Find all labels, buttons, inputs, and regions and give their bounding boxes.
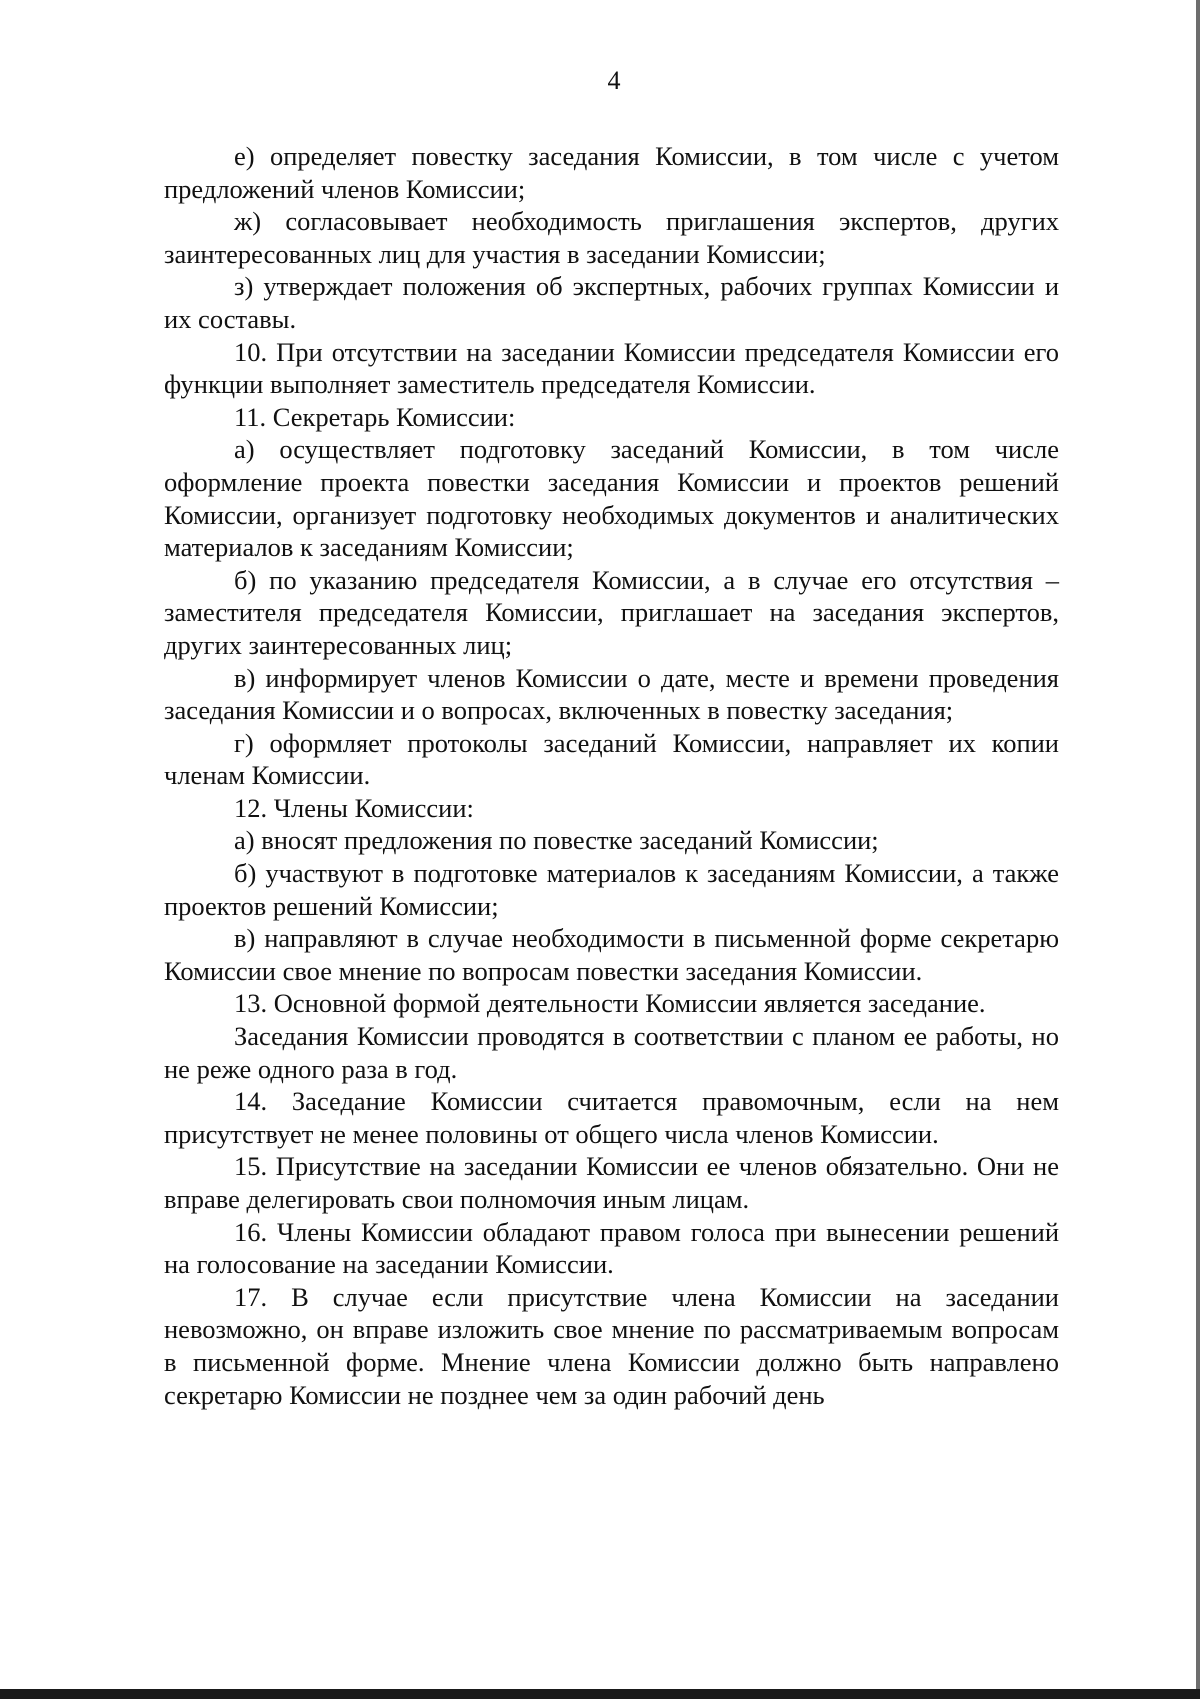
paragraph-11: 11. Секретарь Комиссии: xyxy=(234,401,516,432)
paragraph-11b: б) по указанию председателя Комиссии, а в случае его отсутствия – заместителя председателя Комиссии, приглашает на заседания экспертов, других заинтересованных лиц; xyxy=(164,564,1059,660)
paragraph-16: 16. Члены Комиссии обладают правом голоса при вынесении решений на голосование на заседании Комиссии. xyxy=(164,1216,1059,1280)
paragraph-12b: б) участвуют в подготовке материалов к заседаниям Комиссии, а также проектов решений Комиссии; xyxy=(164,858,1059,921)
paragraph-9zh: ж) согласовывает необходимость приглашения экспертов, других заинтересованных лиц для участия в заседании Комиссии; xyxy=(164,206,1059,269)
document-body xyxy=(164,140,1059,1411)
scan-bottom-edge xyxy=(0,1689,1200,1699)
paragraph-13-continued: Заседания Комиссии проводятся в соответствии с планом ее работы, но не реже одного раза в год. xyxy=(164,1021,1059,1084)
paragraph-12: 12. Члены Комиссии: xyxy=(234,792,474,823)
paragraph-9z: з) утверждает положения об экспертных, рабочих группах Комиссии и их составы. xyxy=(164,271,1059,334)
paragraph-11a: а) осуществляет подготовку заседаний Комиссии, в том числе оформление проекта повестки заседания Комиссии и проектов решений Комиссии, организует подготовку необходимых документов и аналитических материалов к заседаниям Комиссии; xyxy=(164,434,1059,563)
paragraph-10: 10. При отсутствии на заседании Комиссии председателя Комиссии его функции выполняет заместитель председателя Комиссии. xyxy=(164,336,1059,400)
paragraph-9e: е) определяет повестку заседания Комиссии, в том числе с учетом предложений членов Комиссии; xyxy=(164,141,1059,204)
paragraph-12a: а) вносят предложения по повестке заседаний Комиссии; xyxy=(234,825,879,856)
paragraph-17: 17. В случае если присутствие члена Комиссии на заседании невозможно, он вправе изложить свое мнение по рассматриваемым вопросам в письменной форме. Мнение члена Комиссии должно быть направлено секретарю Комиссии не позднее чем за один рабочий день xyxy=(164,1281,1059,1410)
paragraph-13: 13. Основной формой деятельности Комиссии является заседание. xyxy=(234,988,986,1019)
scan-right-edge xyxy=(1196,0,1200,1699)
page-number: 4 xyxy=(607,66,621,95)
paragraph-11v: в) информирует членов Комиссии о дате, месте и времени проведения заседания Комиссии и о вопросах, включенных в повестку заседания; xyxy=(164,662,1059,726)
paragraph-15: 15. Присутствие на заседании Комиссии ее членов обязательно. Они не вправе делегировать свои полномочия иным лицам. xyxy=(164,1151,1059,1214)
paragraph-12v: в) направляют в случае необходимости в письменной форме секретарю Комиссии свое мнение по вопросам повестки заседания Комиссии. xyxy=(164,923,1059,986)
paragraph-14: 14. Заседание Комиссии считается правомочным, если на нем присутствует не менее половины от общего числа членов Комиссии. xyxy=(164,1086,1059,1149)
paragraph-11g: г) оформляет протоколы заседаний Комиссии, направляет их копии членам Комиссии. xyxy=(164,727,1059,791)
